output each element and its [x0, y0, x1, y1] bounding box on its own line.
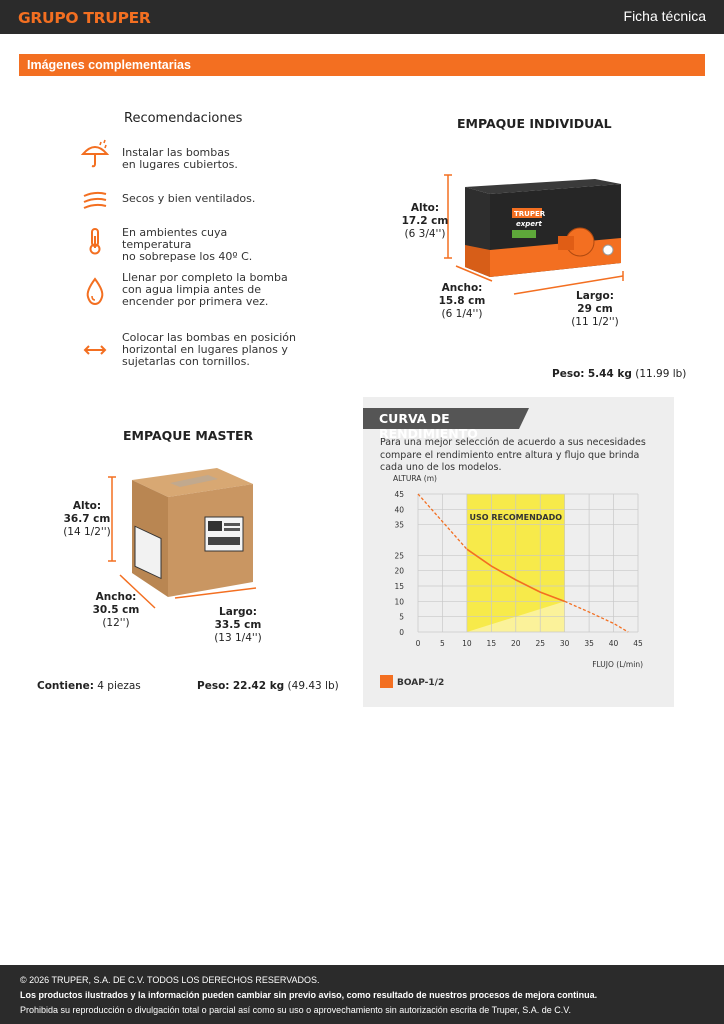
thermometer-icon	[80, 226, 110, 256]
master-package-title: EMPAQUE MASTER	[123, 428, 254, 443]
recommendation-item	[80, 331, 296, 375]
master-width-dimension: Ancho: 30.5 cm (12'')	[92, 591, 140, 629]
x-tick-label: 0	[415, 639, 421, 648]
x-tick-label: 40	[608, 639, 619, 648]
master-length-dimension: Largo: 33.5 cm (13 1/4'')	[214, 606, 262, 644]
recommendation-text: Instalar las bombas en lugares cubiertos.	[122, 146, 238, 171]
recommended-zone-label: USO RECOMENDADO	[469, 513, 563, 523]
x-tick-label: 25	[535, 639, 545, 648]
box-brand-sub-text: expert	[516, 220, 542, 228]
master-box-illustration	[100, 465, 270, 610]
water-drop-icon	[80, 276, 110, 306]
individual-height-dimension: Alto: 17.2 cm (6 3/4'')	[401, 202, 449, 240]
individual-package-title: EMPAQUE INDIVIDUAL	[457, 116, 612, 131]
recommendation-text: Llenar por completo la bomba con agua limpia antes de encender por primera vez.	[122, 271, 288, 308]
legend-swatch	[380, 675, 393, 688]
chart-x-axis-label: FLUJO (L/min)	[592, 660, 643, 669]
x-tick-label: 15	[486, 639, 497, 648]
recommendations-title: Recomendaciones	[124, 111, 243, 126]
umbrella-rain-icon	[80, 138, 110, 168]
recommendation-text: Secos y bien ventilados.	[122, 192, 256, 205]
individual-length-dimension: Largo: 29 cm (11 1/2'')	[571, 290, 619, 328]
y-tick-label: 25	[394, 551, 404, 561]
horizontal-arrows-icon	[80, 335, 110, 365]
recommendation-item	[80, 226, 290, 266]
y-tick-label: 45	[394, 490, 404, 499]
master-weight: Peso: 22.42 kg (49.43 lb)	[197, 680, 339, 692]
x-tick-label: 45	[633, 639, 643, 648]
performance-description: Para una mejor selección de acuerdo a sus necesidades compare el rendimiento entre altura y flujo que brinda cada uno de los modelos.	[380, 437, 646, 473]
top-bar	[0, 0, 724, 34]
air-flow-icon	[80, 187, 110, 217]
individual-width-dimension: Ancho: 15.8 cm (6 1/4'')	[438, 282, 486, 320]
recommendation-text: Colocar las bombas en posición horizontal en lugares planos y sujetarlas con tornillos.	[122, 331, 296, 368]
y-tick-label: 0	[399, 628, 404, 637]
brand-logo: GRUPO TRUPER	[18, 9, 151, 27]
x-tick-label: 10	[462, 639, 472, 648]
footer	[0, 965, 724, 1024]
recommendation-item	[80, 187, 290, 227]
master-contains: Contiene: 4 piezas	[37, 680, 141, 692]
section-title: Imágenes complementarias	[27, 58, 191, 72]
chart-y-axis-label: ALTURA (m)	[393, 474, 437, 483]
y-tick-label: 15	[394, 582, 404, 591]
document-type: Ficha técnica	[623, 8, 706, 24]
box-brand-text: TRUPER	[514, 210, 546, 218]
performance-chart	[363, 467, 674, 702]
legend-label: BOAP-1/2	[397, 678, 445, 688]
individual-weight: Peso: 5.44 kg (11.99 lb)	[552, 368, 687, 380]
footer-prohibition: Prohibida su reproducción o divulgación total o parcial así como su uso o aprovechamiento sin autorización escrita de Truper, S.A. de C.V.	[20, 1005, 571, 1015]
y-tick-label: 40	[394, 505, 404, 515]
x-tick-label: 35	[584, 639, 594, 648]
recommendation-item	[80, 271, 290, 316]
footer-notice: Los productos ilustrados y la información pueden cambiar sin previo aviso, como resultado de nuestros procesos de mejora continua.	[20, 990, 598, 1000]
x-tick-label: 30	[559, 639, 570, 648]
x-tick-label: 5	[440, 639, 445, 648]
y-tick-label: 10	[394, 597, 404, 607]
y-tick-label: 5	[399, 612, 404, 622]
footer-copyright: © 2026 TRUPER, S.A. DE C.V. TODOS LOS DERECHOS RESERVADOS.	[20, 975, 320, 985]
master-height-dimension: Alto: 36.7 cm (14 1/2'')	[63, 500, 111, 538]
recommendation-text: En ambientes cuya temperatura no sobrepase los 40º C.	[122, 226, 253, 263]
performance-title: CURVA DE RENDIMIENTO	[379, 411, 478, 441]
performance-panel	[363, 397, 674, 707]
y-tick-label: 35	[394, 520, 404, 530]
y-tick-label: 20	[394, 566, 404, 576]
x-tick-label: 20	[511, 639, 521, 648]
recommendation-item	[80, 138, 290, 178]
section-bar	[19, 54, 705, 76]
